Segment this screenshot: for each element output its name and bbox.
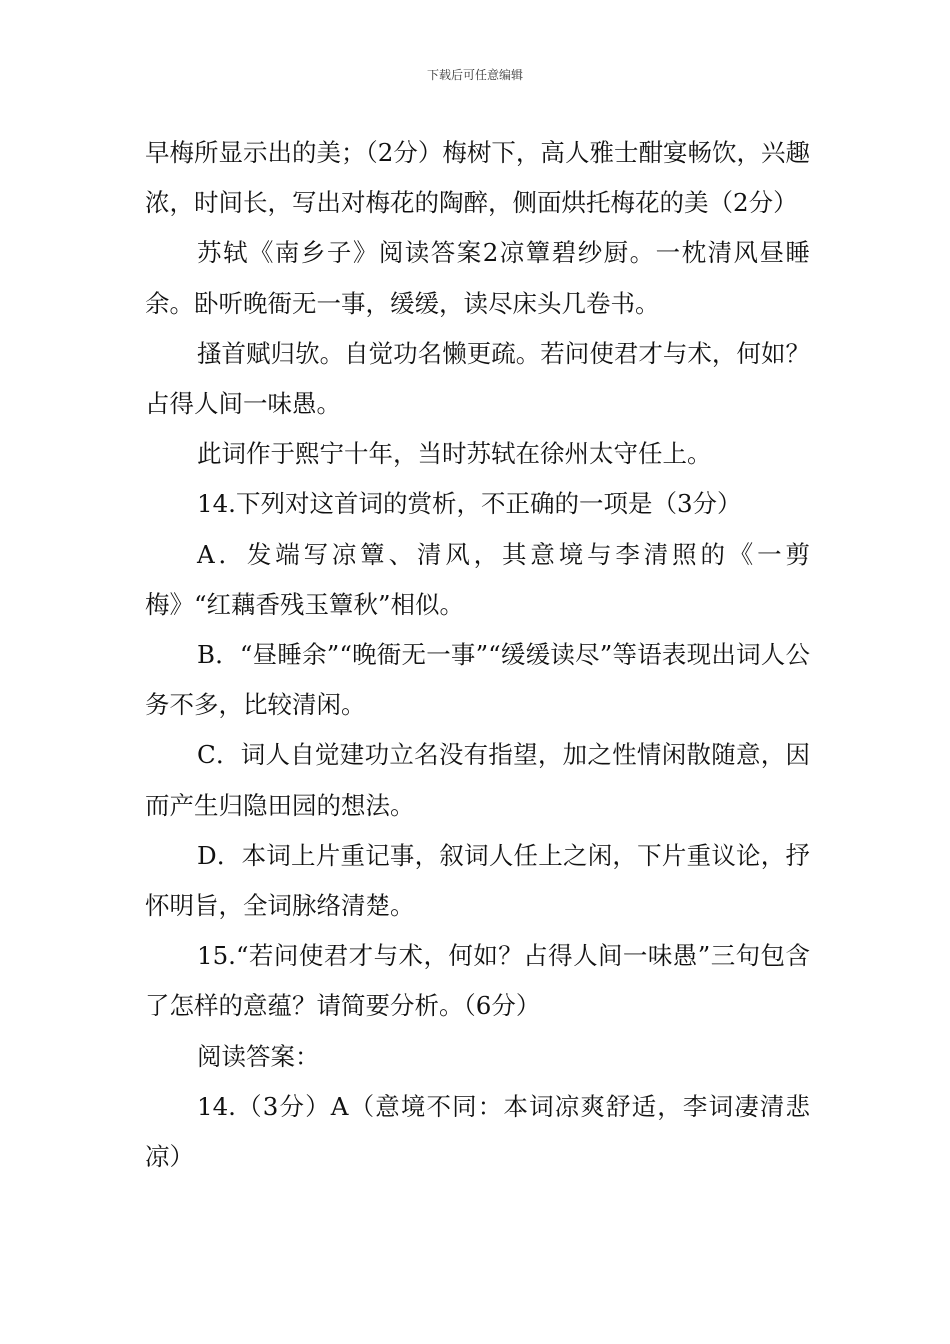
paragraph-answer-continuation: 早梅所显示出的美；（2分）梅树下，高人雅士酣宴畅饮，兴趣浓，时间长，写出对梅花的陶醉，侧面烘托梅花的美（2分） (145, 138, 810, 218)
option-b: B．“昼睡余”“晚衙无一事”“缓缓读尽”等语表现出词人公务不多，比较清闲。 (145, 640, 810, 720)
option-c: C．词人自觉建功立名没有指望，加之性情闲散随意，因而产生归隐田园的想法。 (145, 740, 810, 820)
paragraph-poem-title: 苏轼《南乡子》阅读答案2凉簟碧纱厨。一枕清风昼睡余。卧听晚衙无一事，缓缓，读尽床头几卷书。 (145, 238, 810, 318)
paragraph-background-note: 此词作于熙宁十年，当时苏轼在徐州太守任上。 (197, 439, 712, 469)
paragraph-poem-second-stanza: 搔首赋归欤。自觉功名懒更疏。若问使君才与术，何如？占得人间一味愚。 (145, 338, 810, 419)
question-15: 15.“若问使君才与术，何如？占得人间一味愚”三句包含了怎样的意蕴？请简要分析。（6分） (145, 941, 810, 1021)
option-d: D．本词上片重记事，叙词人任上之闲，下片重议论，抒怀明旨，全词脉络清楚。 (145, 840, 810, 921)
answers-heading: 阅读答案： (197, 1041, 320, 1071)
option-a: A．发端写凉簟、清风，其意境与李清照的《一剪梅》“红藕香残玉簟秋”相似。 (145, 539, 810, 619)
document-body (145, 128, 810, 1182)
page-header: 下载后可任意编辑 (426, 68, 523, 82)
answer-14: 14.（3分）A（意境不同：本词凉爽舒适，李词凄清悲凉） (145, 1091, 810, 1172)
question-14: 14.下列对这首词的赏析，不正确的一项是（3分） (197, 489, 742, 519)
